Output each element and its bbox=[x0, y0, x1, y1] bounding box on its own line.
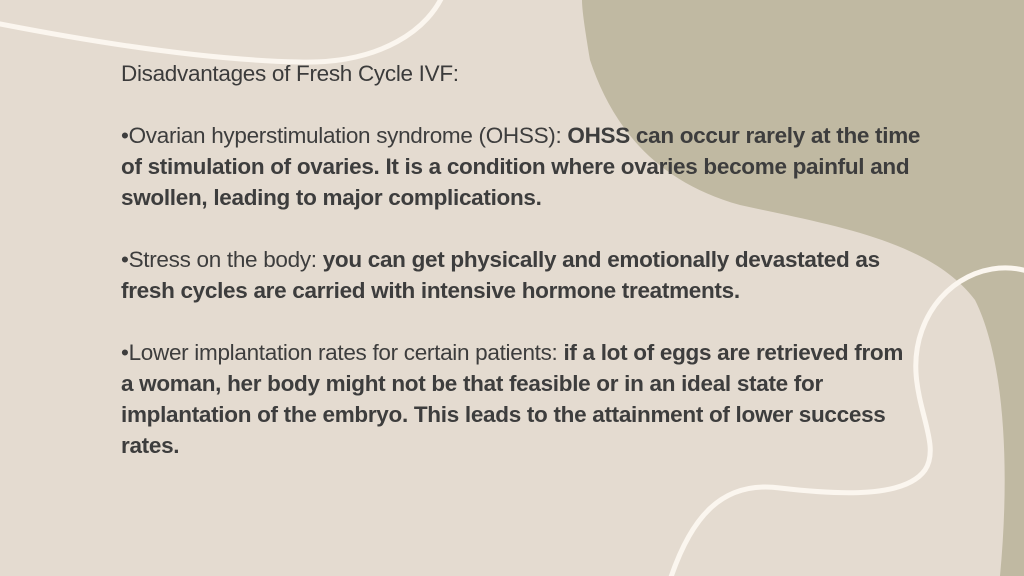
bullet-implantation bbox=[121, 337, 921, 461]
cream-curve-top bbox=[0, 0, 445, 62]
bullet-implantation-lead: •Lower implantation rates for certain patients: bbox=[121, 340, 558, 365]
bullet-stress bbox=[121, 244, 921, 306]
bullet-ohss-lead: •Ovarian hyperstimulation syndrome (OHSS): bbox=[121, 123, 562, 148]
bullet-ohss-body: OHSS can occur rarely at the time of stimulation of ovaries. It is a condition where ovaries become painful and swollen, leading to major complications. bbox=[121, 123, 921, 210]
slide-title: Disadvantages of Fresh Cycle IVF: bbox=[121, 61, 459, 86]
bullet-implantation-body: if a lot of eggs are retrieved from a woman, her body might not be that feasible or in an ideal state for implantation of the embryo. This leads to the attainment of lower success rates. bbox=[121, 340, 904, 458]
bullet-stress-body: you can get physically and emotionally devastated as fresh cycles are carried with intensive hormone treatments. bbox=[121, 247, 880, 303]
bullet-ohss bbox=[121, 120, 921, 213]
text-content bbox=[121, 58, 921, 492]
bullet-stress-lead: •Stress on the body: bbox=[121, 247, 317, 272]
